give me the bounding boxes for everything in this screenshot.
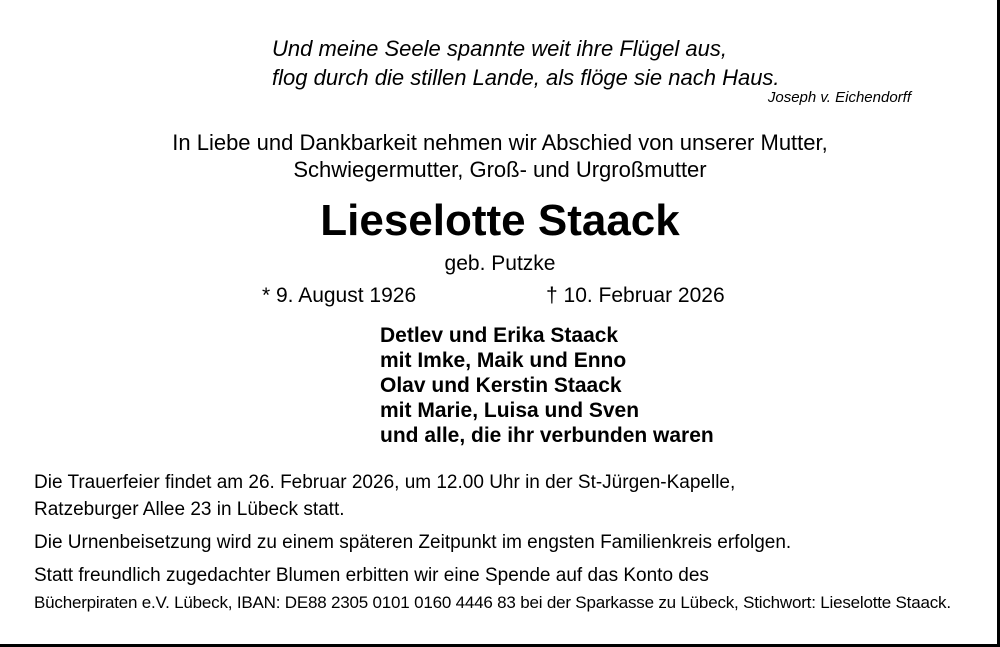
ceremony-line-1: Die Trauerfeier findet am 26. Februar 2026, um 12.00 Uhr in der St-Jürgen-Kapelle, bbox=[34, 472, 736, 493]
deceased-name: Lieselotte Staack bbox=[320, 196, 680, 245]
mourner-line: Detlev und Erika Staack bbox=[380, 324, 619, 347]
ceremony-info bbox=[34, 469, 735, 523]
donation-info bbox=[34, 562, 951, 616]
poem-line-2: flog durch die stillen Lande, als flöge sie nach Haus. bbox=[272, 65, 780, 90]
intro-text bbox=[0, 129, 1000, 183]
intro-line-2: Schwiegermutter, Groß- und Urgroßmutter bbox=[293, 157, 707, 182]
birth-name: geb. Putzke bbox=[444, 252, 556, 275]
mourner-line: Olav und Kerstin Staack bbox=[380, 374, 622, 397]
death-date: † 10. Februar 2026 bbox=[546, 284, 725, 307]
birth-date: * 9. August 1926 bbox=[262, 284, 417, 307]
poem-author: Joseph v. Eichendorff bbox=[767, 89, 911, 106]
ceremony-line-2: Ratzeburger Allee 23 in Lübeck statt. bbox=[34, 499, 345, 520]
mourner-line: mit Marie, Luisa und Sven bbox=[380, 399, 640, 422]
mourner-line: und alle, die ihr verbunden waren bbox=[380, 424, 714, 447]
mourners-list bbox=[380, 323, 714, 448]
poem-line-1: Und meine Seele spannte weit ihre Flügel aus, bbox=[272, 36, 727, 61]
burial-info bbox=[34, 529, 791, 556]
intro-line-1: In Liebe und Dankbarkeit nehmen wir Abschied von unserer Mutter, bbox=[172, 130, 828, 155]
poem bbox=[272, 34, 780, 92]
donation-line-1: Statt freundlich zugedachter Blumen erbitten wir eine Spende auf das Konto des bbox=[34, 565, 709, 586]
burial-line: Die Urnenbeisetzung wird zu einem späteren Zeitpunkt im engsten Familienkreis erfolgen. bbox=[34, 532, 792, 553]
mourner-line: mit Imke, Maik und Enno bbox=[380, 349, 627, 372]
donation-line-2: Bücherpiraten e.V. Lübeck, IBAN: DE88 2305 0101 0160 4446 83 bei der Sparkasse zu Lübeck, Stichwort: Lieselotte Staack. bbox=[34, 593, 951, 612]
